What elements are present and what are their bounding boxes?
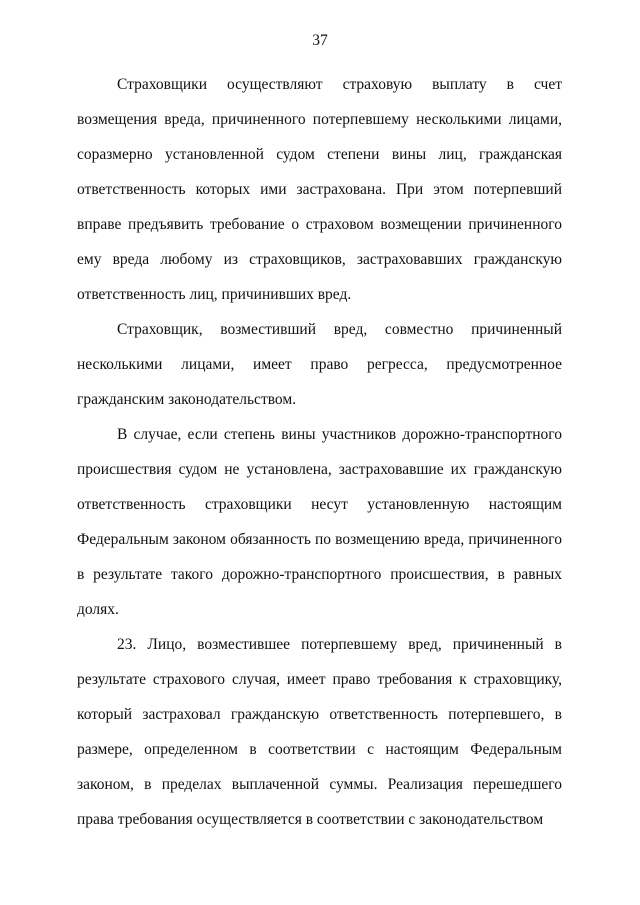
paragraph-equal-shares: В случае, если степень вины участников дорожно-транспортного происшествия судом не установлена, застраховавшие их гражданскую ответственность страховщики несут установленную настоящим Федеральным законом обязанность по возмещению вреда, причиненного в результате такого дорожно-транспортного происшествия, в равных долях. [77,426,562,618]
page-number: 37 [312,32,328,49]
paragraph-item-23: 23. Лицо, возместившее потерпевшему вред, причиненный в результате страхового случая, имеет право требования к страховщику, который застраховал гражданскую ответственность потерпевшего, в размере, определенном в соответствии с настоящим Федеральным законом, в пределах выплаченной суммы. Реализация перешедшего права требования осуществляется в соответствии с законодательством [77,636,562,828]
document-body [77,67,562,837]
paragraph-recourse-right: Страховщик, возместивший вред, совместно причиненный несколькими лицами, имеет право регресса, предусмотренное гражданским законодательством. [77,321,562,408]
paragraph-insurers-payment: Страховщики осуществляют страховую выплату в счет возмещения вреда, причиненного потерпевшему несколькими лицами, соразмерно установленной судом степени вины лиц, гражданская ответственность которых ими застрахована. При этом потерпевший вправе предъявить требование о страховом возмещении причиненного ему вреда любому из страховщиков, застраховавших гражданскую ответственность лиц, причинивших вред. [77,76,562,303]
